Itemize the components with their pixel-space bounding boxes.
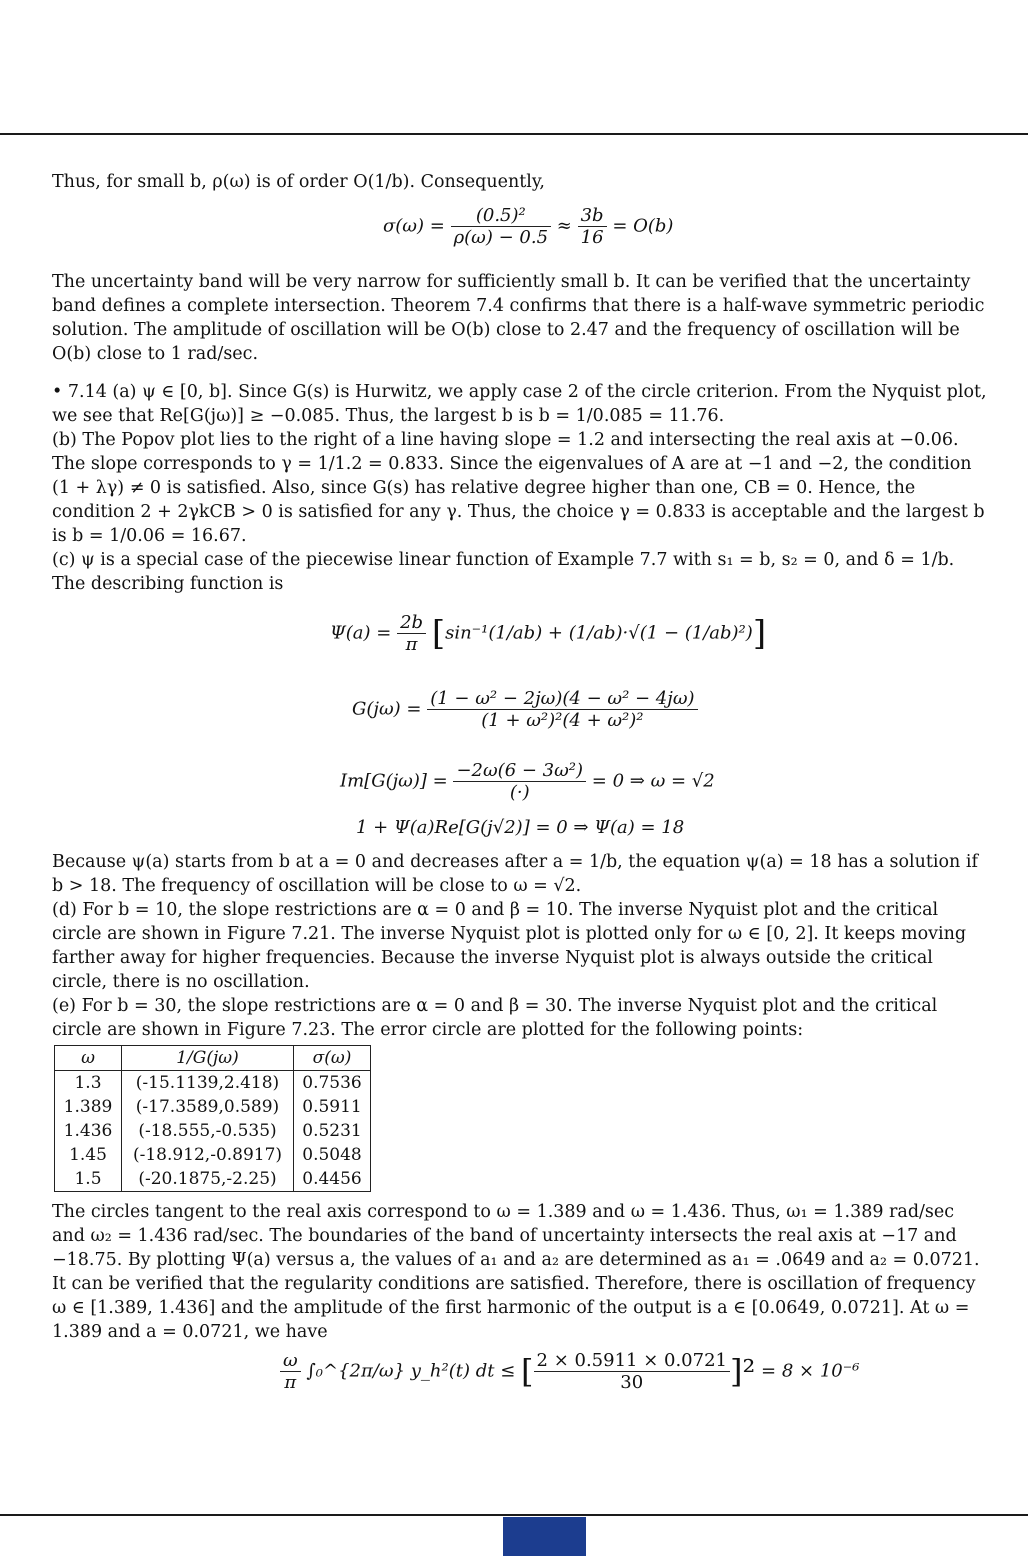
error-circle-table xyxy=(54,1045,371,1192)
paragraph-circles: The circles tangent to the real axis correspond to ω = 1.389 and ω = 1.436. Thus, ω₁ = 1.389 rad/sec and ω₂ = 1.436 rad/sec. The boundaries of the band of uncertainty intersects the real axis at −17 and −18.75. By plotting Ψ(a) versus a, the values of a₁ and a₂ are determined as a₁ = .0649 and a₂ = 0.0721. It can be verified that the regularity conditions are satisfied. Therefore, there is oscillation of frequency ω ∈ [1.389, 1.436] and the amplitude of the first harmonic of the output is a ∈ [0.0649, 0.0721]. At ω = 1.389 and a = 0.0721, we have xyxy=(52,1202,980,1342)
table-row: 1.3 (-15.1139,2.418) 0.7536 xyxy=(55,1071,371,1096)
bottom-rule xyxy=(0,1514,1028,1516)
page-footer-block xyxy=(503,1517,586,1556)
equation-sigma: σ(ω) = $\frac{\text{(0.5)²}}{\rho(\omega) - 0.5}$ ≈ $\frac{3b}{16}$ = O(b) xyxy=(383,205,674,248)
paragraph-intro: Thus, for small b, ρ(ω) is of order O(1/b). Consequently, xyxy=(52,172,545,192)
equation-integral: $\frac{\omega}{\pi}$ ∫₀^{2π/ω} y_h²(t) dt ≤ [ $\frac{2 \times 0.5911 \times 0.0721}{30}$ ]² = 8 × 10⁻⁶ xyxy=(280,1350,859,1393)
paragraph-because: Because ψ(a) starts from b at a = 0 and decreases after a = 1/b, the equation ψ(a) = 18 has a solution if b > 18. The frequency of oscillation will be close to ω = √2. xyxy=(52,852,978,896)
table-row: 1.436 (-18.555,-0.535) 0.5231 xyxy=(55,1119,371,1143)
equation-psi: Ψ(a) = $\frac{2b}{\pi}$ [sin⁻¹(1/ab) + (1/ab)·√(1 − (1/ab)²)] xyxy=(330,612,767,655)
table-row: 1.45 (-18.912,-0.8917) 0.5048 xyxy=(55,1143,371,1167)
paragraph-7-14d: (d) For b = 10, the slope restrictions are α = 0 and β = 10. The inverse Nyquist plot and the critical circle are shown in Figure 7.21. The inverse Nyquist plot is plotted only for ω ∈ [0, 2]. It keeps moving farther away for higher frequencies. Because the inverse Nyquist plot is always outside the critical circle, there is no oscillation. xyxy=(52,900,967,992)
top-rule xyxy=(0,133,1028,135)
paragraph-7-14c: (c) ψ is a special case of the piecewise linear function of Example 7.7 with s₁ = b, s₂ = 0, and δ = 1/b. The describing function is xyxy=(52,550,955,594)
equation-describing: 1 + Ψ(a)Re[G(j√2)] = 0 ⇒ Ψ(a) = 18 xyxy=(356,817,685,838)
paragraph-7-14e: (e) For b = 30, the slope restrictions are α = 0 and β = 30. The inverse Nyquist plot and the critical circle are shown in Figure 7.23. The error circle are plotted for the following points: xyxy=(52,996,938,1040)
paragraph-uncertainty: The uncertainty band will be very narrow for sufficiently small b. It can be verified that the uncertainty band defines a complete intersection. Theorem 7.4 confirms that there is a half-wave symmetric periodic solution. The amplitude of oscillation will be O(b) close to 2.47 and the frequency of oscillation will be O(b) close to 1 rad/sec. xyxy=(52,272,985,364)
table-header-row: ω 1/G(jω) σ(ω) xyxy=(55,1046,371,1071)
equation-G: G(jω) = $\frac{\text{(1 − ω² − 2jω)(4 − ω² − 4jω)}}{\text{(1 + ω²)²(4 + ω²)²}}$ xyxy=(352,688,698,731)
table-row: 1.5 (-20.1875,-2.25) 0.4456 xyxy=(55,1167,371,1192)
table-row: 1.389 (-17.3589,0.589) 0.5911 xyxy=(55,1095,371,1119)
equation-Im: Im[G(jω)] = $\frac{\text{−2ω(6 − 3ω²)}}{(\cdot)}$ = 0 ⇒ ω = √2 xyxy=(340,760,715,803)
paragraph-7-14a: • 7.14 (a) ψ ∈ [0, b]. Since G(s) is Hurwitz, we apply case 2 of the circle criterion. From the Nyquist plot, we see that Re[G(jω)] ≥ −0.085. Thus, the largest b is b = 1/0.085 = 11.76. xyxy=(52,382,987,426)
paragraph-7-14b: (b) The Popov plot lies to the right of a line having slope = 1.2 and intersecting the real axis at −0.06. The slope corresponds to γ = 1/1.2 = 0.833. Since the eigenvalues of A are at −1 and −2, the condition (1 + λγ) ≠ 0 is satisfied. Also, since G(s) has relative degree higher than one, CB = 0. Hence, the condition 2 + 2γkCB > 0 is satisfied for any γ. Thus, the choice γ = 0.833 is acceptable and the largest b is b = 1/0.06 = 16.67. xyxy=(52,430,985,546)
